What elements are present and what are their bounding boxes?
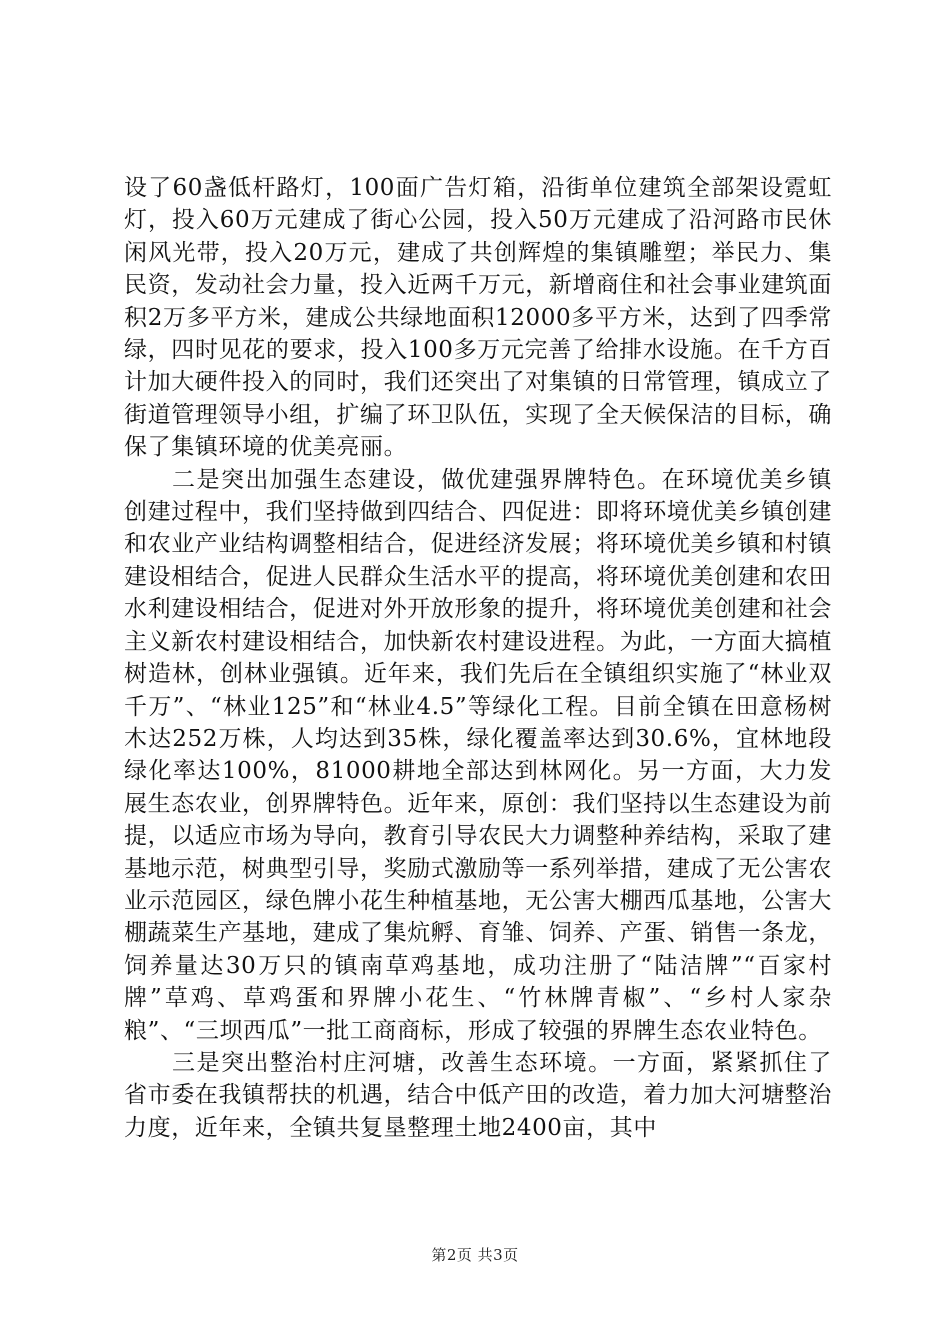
paragraph-2: 二是突出加强生态建设，做优建强界牌特色。在环境优美乡镇创建过程中，我们坚持做到四结合、四促进：即将环境优美乡镇创建和农业产业结构调整相结合，促进经济发展；将环境优美乡镇和村镇建设相结合，促进人民群众生活水平的提高，将环境优美创建和农田水利建设相结合，促进对外开放形象的提升，将环境优美创建和社会主义新农村建设相结合，加快新农村建设进程。为此，一方面大搞植树造林，创林业强镇。近年来，我们先后在全镇组织实施了“林业双千万”、“林业125”和“林业4.5”等绿化工程。目前全镇在田意杨树木达252万株，人均达到35株，绿化覆盖率达到30.6%，宜林地段绿化率达100%，81000耕地全部达到林网化。另一方面，大力发展生态农业，创界牌特色。近年来，原创：我们坚持以生态建设为前提，以适应市场为导向，教育引导农民大力调整种养结构，采取了建基地示范，树典型引导，奖励式激励等一系列举措，建成了无公害农业示范园区，绿色牌小花生种植基地，无公害大棚西瓜基地，公害大棚蔬菜生产基地，建成了集炕孵、育雏、饲养、产蛋、销售一条龙，饲养量达30万只的镇南草鸡基地，成功注册了“陆洁牌”“百家村牌”草鸡、草鸡蛋和界牌小花生、“竹林牌青椒”、“乡村人家杂粮”、“三坝西瓜”一批工商商标，形成了较强的界牌生态农业特色。 bbox=[124, 466, 832, 1044]
document-body bbox=[124, 172, 832, 1144]
paragraph-1: 设了60盏低杆路灯，100面广告灯箱，沿街单位建筑全部架设霓虹灯，投入60万元建成了街心公园，投入50万元建成了沿河路市民休闲风光带，投入20万元，建成了共创辉煌的集镇雕塑；举民力、集民资，发动社会力量，投入近两千万元，新增商住和社会事业建筑面积2万多平方米，建成公共绿地面积12000多平方米，达到了四季常绿，四时见花的要求，投入100多万元完善了给排水设施。在千方百计加大硬件投入的同时，我们还突出了对集镇的日常管理，镇成立了街道管理领导小组，扩编了环卫队伍，实现了全天候保洁的目标，确保了集镇环境的优美亮丽。 bbox=[124, 175, 832, 461]
page-footer: 第2页 共3页 bbox=[431, 1246, 519, 1264]
paragraph-3: 三是突出整治村庄河塘，改善生态环境。一方面，紧紧抓住了省市委在我镇帮扶的机遇，结合中低产田的改造，着力加大河塘整治力度，近年来，全镇共复垦整理土地2400亩，其中 bbox=[124, 1049, 832, 1141]
